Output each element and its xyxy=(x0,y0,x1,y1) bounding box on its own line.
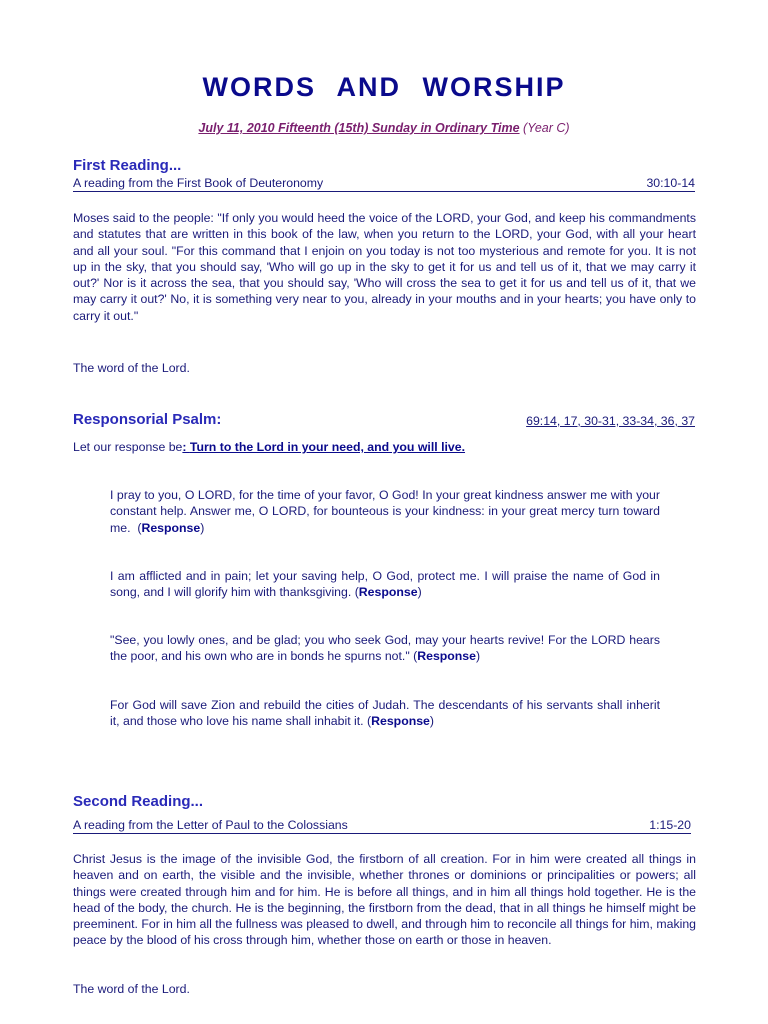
first-reading-heading: First Reading... xyxy=(73,157,182,174)
second-reading-source: A reading from the Letter of Paul to the Colossians xyxy=(73,818,348,832)
second-reading-source-line xyxy=(73,819,691,834)
psalm-stanza: I pray to you, O LORD, for the time of your favor, O God! In your great kindness answer me with your constant help. Answer me, O LORD, for bounteous is your kindness: in your great mercy turn toward me. (Response) xyxy=(110,488,660,535)
psalm-response-line: Let our response be: Turn to the Lord in your need, and you will live. xyxy=(73,440,466,454)
second-reading-closing: The word of the Lord. xyxy=(73,982,190,996)
dateline xyxy=(0,121,768,135)
second-reading-heading: Second Reading... xyxy=(73,793,204,810)
psalm-stanza: For God will save Zion and rebuild the cities of Judah. The descendants of his servants shall inherit it, and those who love his name shall inhabit it. (Response) xyxy=(110,698,660,729)
psalm-stanza: I am afflicted and in pain; let your saving help, O God, protect me. I will praise the name of God in song, and I will glorify him with thanksgiving. (Response) xyxy=(110,569,660,600)
psalm-stanza: "See, you lowly ones, and be glad; you who seek God, may your hearts revive! For the LORD hears the poor, and his own who are in bonds he spurns not." (Response) xyxy=(110,633,660,664)
page-title: WORDS AND WORSHIP xyxy=(202,72,566,102)
psalm-response-prefix: Let our response be xyxy=(73,440,183,454)
first-reading-source: A reading from the First Book of Deuteronomy xyxy=(73,176,324,190)
first-reading-text: Moses said to the people: "If only you would heed the voice of the LORD, your God, and keep his commandments and statutes that are written in this book of the law, when you return to the LORD, your God, with all your heart and all your soul. "For this command that I enjoin on you today is not too mysterious and remote for you. It is not up in the sky, that you should say, 'Who will go up in the sky to get it for us and tell us of it, that we may carry it out?' Nor is it across the sea, that you should say, 'Who will cross the sea to get it for us and tell us of it, that we may carry it out?' No, it is something very near to you, already in your mouths and in your hearts; you have only to carry it out." xyxy=(73,211,696,323)
psalm-response-text: Turn to the Lord in your need, and you will live. xyxy=(189,440,466,454)
second-reading-text: Christ Jesus is the image of the invisible God, the firstborn of all creation. For in him were created all things in heaven and on earth, the visible and the invisible, whether thrones or dominions or principalities or powers; all things were created through him and for him. He is before all things, and in him all things hold together. He is the head of the body, the church. He is the beginning, the firstborn from the dead, that in all things he himself might be preeminent. For in him all the fullness was pleased to dwell, and through him to reconcile all things for him, making peace by the blood of his cross through him, whether those on earth or those in heaven. xyxy=(73,852,696,948)
second-reading-citation: 1:15-20 xyxy=(649,818,691,832)
dateline-year: (Year C) xyxy=(523,121,570,135)
psalm-heading: Responsorial Psalm: xyxy=(73,411,222,428)
dateline-main: July 11, 2010 Fifteenth (15th) Sunday in Ordinary Time xyxy=(198,121,520,135)
first-reading-citation: 30:10-14 xyxy=(646,176,695,190)
first-reading-closing: The word of the Lord. xyxy=(73,361,190,375)
psalm-citation: 69:14, 17, 30-31, 33-34, 36, 37 xyxy=(526,414,695,428)
first-reading-source-line xyxy=(73,177,695,192)
